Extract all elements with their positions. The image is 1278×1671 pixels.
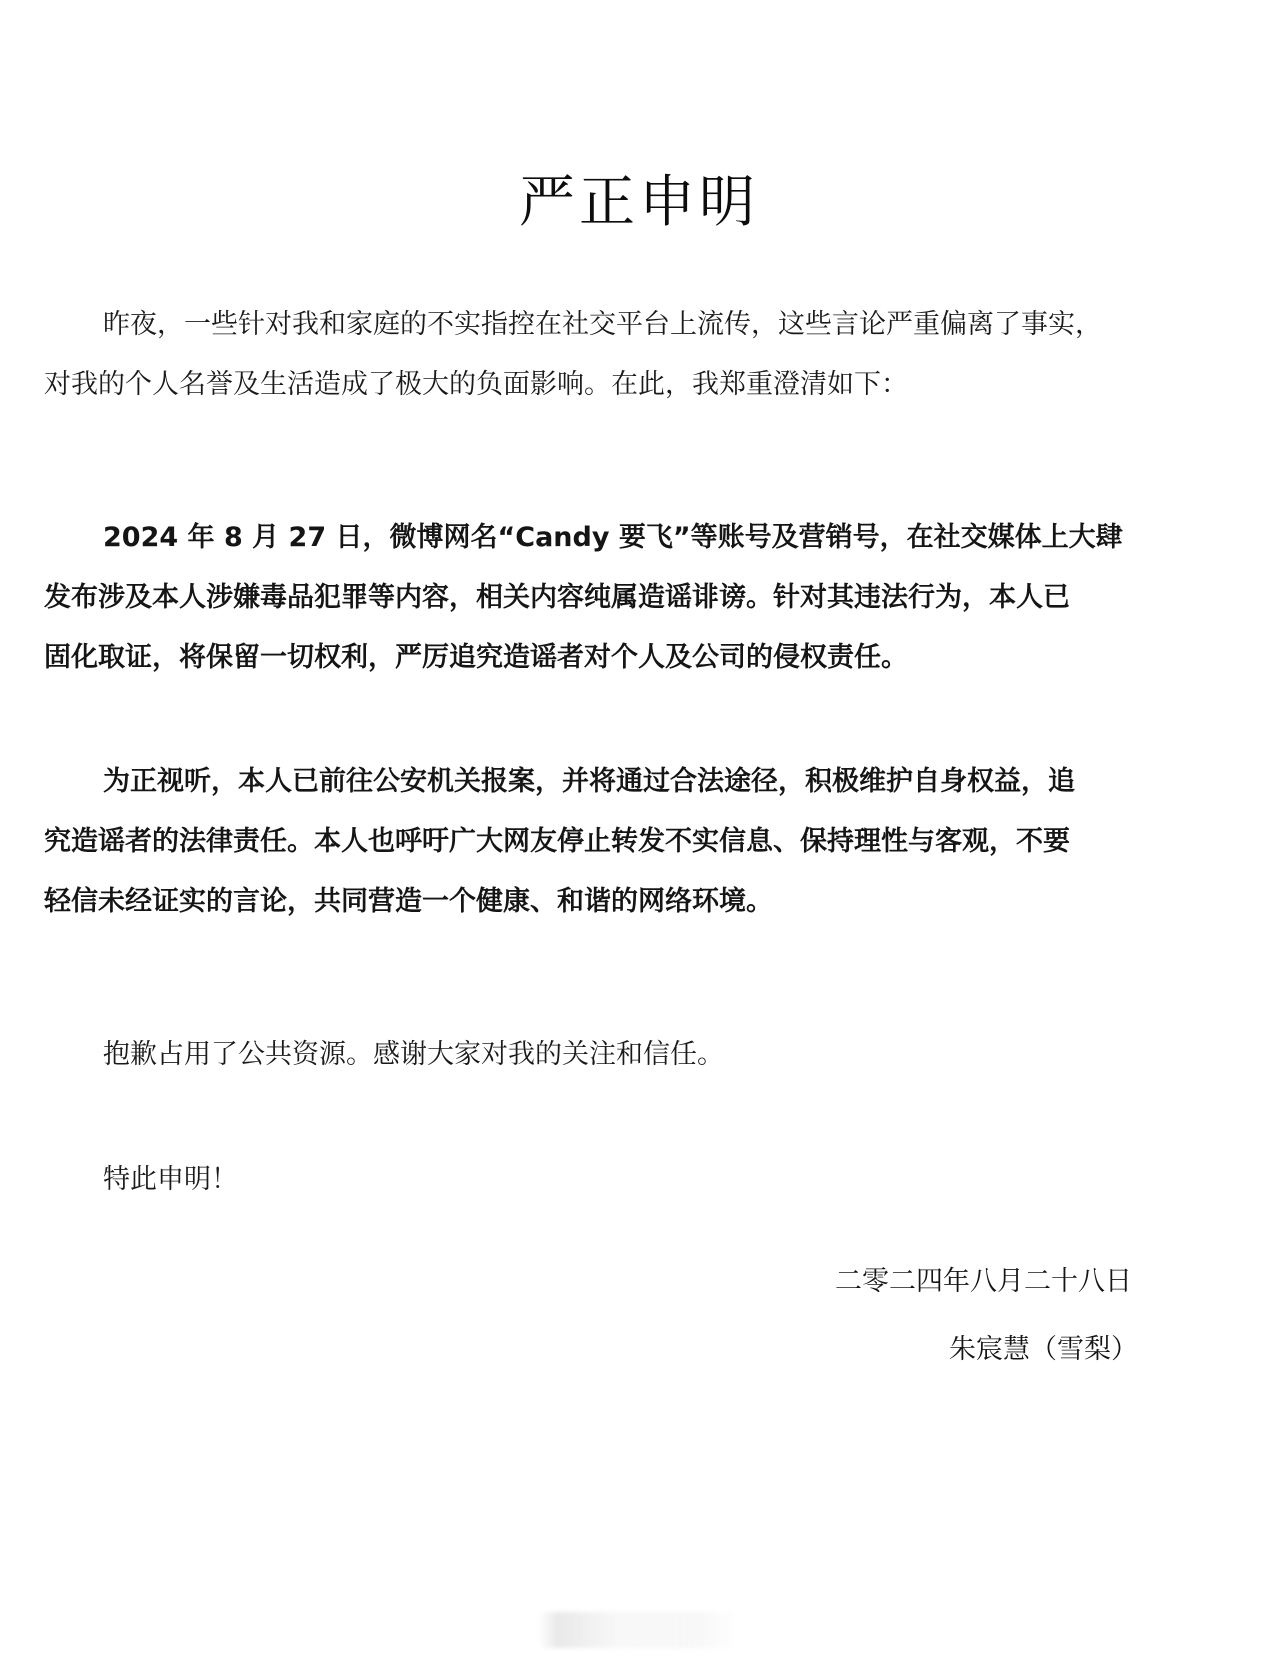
- paragraph-line: 抱歉占用了公共资源。感谢大家对我的关注和信任。: [103, 1039, 724, 1070]
- document-title: 严正申明: [519, 170, 759, 235]
- paragraph-line: 为正视听，本人已前往公安机关报案，并将通过合法途径，积极维护自身权益，追: [103, 766, 1075, 797]
- scan-artifact: [538, 1612, 738, 1648]
- paragraph-line: 究造谣者的法律责任。本人也呼吁广大网友停止转发不实信息、保持理性与客观，不要: [44, 826, 1070, 857]
- document-signature: 朱宸慧（雪梨）: [949, 1334, 1138, 1365]
- paragraph-line: 昨夜，一些针对我和家庭的不实指控在社交平台上流传，这些言论严重偏离了事实，: [103, 309, 1102, 340]
- paragraph-police-report: [44, 752, 1214, 932]
- paragraph-intro: [44, 295, 1214, 415]
- paragraph-rumor-details: [44, 508, 1214, 688]
- document-date: 二零二四年八月二十八日: [835, 1266, 1132, 1297]
- paragraph-line: 固化取证，将保留一切权利，严厉追究造谣者对个人及公司的侵权责任。: [44, 642, 908, 673]
- paragraph-line: 轻信未经证实的言论，共同营造一个健康、和谐的网络环境。: [44, 886, 773, 917]
- paragraph-apology: [44, 1025, 1214, 1085]
- paragraph-line: 2024 年 8 月 27 日，微博网名“Candy 要飞”等账号及营销号，在社交媒体上大肆: [103, 522, 1123, 553]
- paragraph-line: 对我的个人名誉及生活造成了极大的负面影响。在此，我郑重澄清如下：: [44, 369, 908, 400]
- paragraph-declaration: [44, 1150, 1214, 1210]
- paragraph-line: 发布涉及本人涉嫌毒品犯罪等内容，相关内容纯属造谣诽谤。针对其违法行为，本人已: [44, 582, 1070, 613]
- paragraph-line: 特此申明！: [103, 1164, 238, 1195]
